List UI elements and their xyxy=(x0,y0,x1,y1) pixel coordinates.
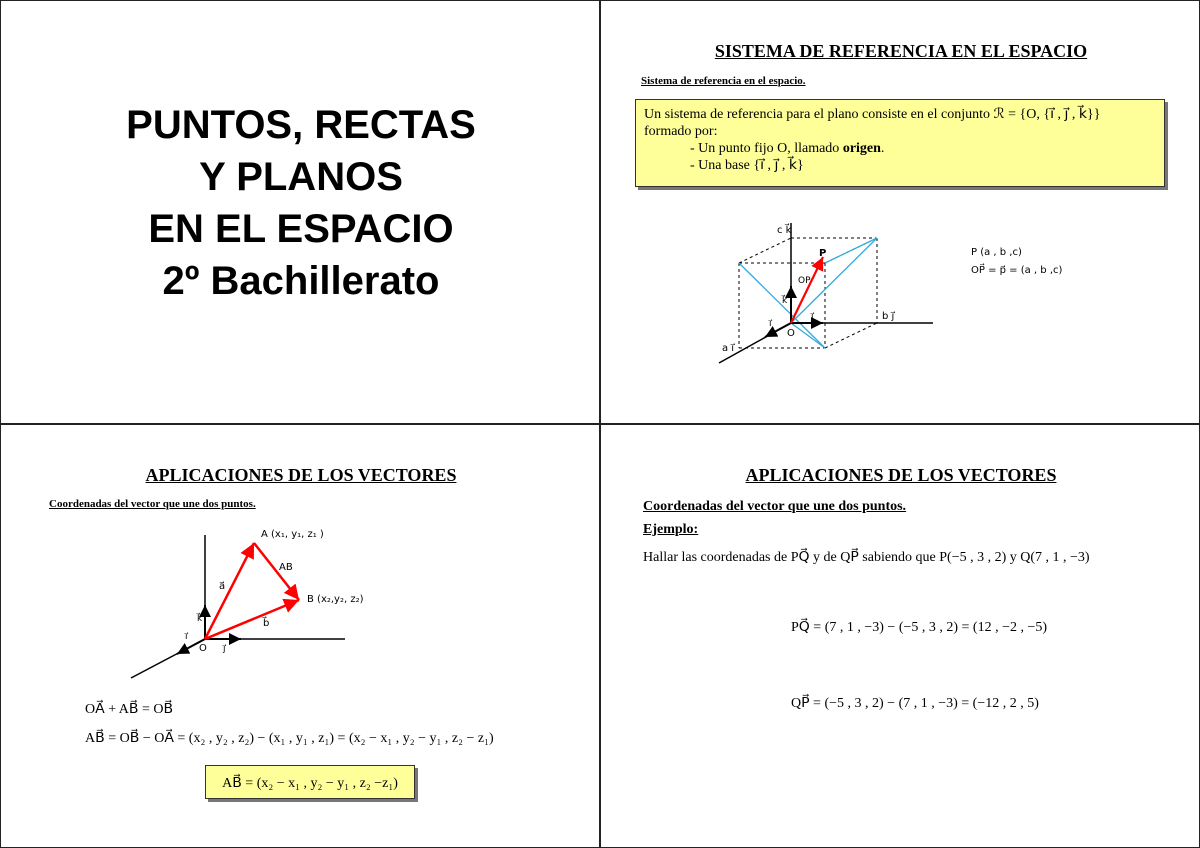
result-equation: AB⃗ = (x₂ − x₁ , y₂ − y₁ , z₂ −z₁) xyxy=(222,776,398,791)
main-title xyxy=(1,99,600,307)
slide-reference-system xyxy=(600,0,1200,424)
title-line-4: 2º Bachillerato xyxy=(162,259,440,303)
definition-line-1: Un sistema de referencia para el plano consiste en el conjunto ℛ = {O, {i⃗ , j⃗ , k⃗}} xyxy=(644,107,1101,122)
bullet-1-end: . xyxy=(880,141,885,156)
point-p-coords: P (a , b ,c) xyxy=(971,247,1022,258)
result-box xyxy=(205,765,415,799)
equation-sum: OA⃗ + AB⃗ = OB⃗ xyxy=(85,702,174,717)
diagonal-line xyxy=(825,238,877,263)
label-j: j⃗ xyxy=(223,644,226,654)
vector-a xyxy=(205,543,254,639)
label-k: k⃗ xyxy=(782,296,788,306)
label-point-p: P xyxy=(819,248,827,259)
example-statement: Hallar las coordenadas de PQ⃗ y de QP⃗ sabiendo que P(−5 , 3 , 2) y Q(7 , 1 , −3) xyxy=(643,550,1090,565)
title-line-3: EN EL ESPACIO xyxy=(148,207,454,251)
slide-heading: APLICACIONES DE LOS VECTORES xyxy=(745,465,1057,485)
definition-bullet-2: - Una base {i⃗ , j⃗ , k⃗} xyxy=(690,158,804,173)
slide-subheading: Coordenadas del vector que une dos puntos. xyxy=(643,499,907,514)
bullet-1-text: - Un punto fijo O, llamado xyxy=(690,141,843,156)
label-a: a⃗ xyxy=(219,581,226,592)
equation-difference: AB⃗ = OB⃗ − OA⃗ = (x₂ , y₂ , z₂) − (x₁ , y₁ , z₁) = (x₂ − x₁ , y₂ − y₁ , z₂ − z₁) xyxy=(85,731,494,746)
slide-heading: SISTEMA DE REFERENCIA EN EL ESPACIO xyxy=(714,41,1088,61)
bullet-1-bold: origen xyxy=(842,141,881,156)
title-line-2: Y PLANOS xyxy=(199,155,403,199)
label-b: b⃗ xyxy=(263,618,270,629)
op-vector xyxy=(791,257,823,323)
op-equals-p: OP⃗ = p⃗ = (a , b ,c) xyxy=(971,265,1063,276)
label-ab: AB xyxy=(279,562,293,573)
definition-line-2: formado por: xyxy=(644,124,718,139)
slide-subheading: Coordenadas del vector que une dos puntos. xyxy=(49,498,256,510)
slide-heading: APLICACIONES DE LOS VECTORES xyxy=(145,465,457,485)
slide-applications-2 xyxy=(600,424,1200,848)
title-line-1: PUNTOS, RECTAS xyxy=(126,103,476,147)
label-k: k⃗ xyxy=(197,614,203,624)
label-ck: c k⃗ xyxy=(777,225,792,236)
slide-title xyxy=(0,0,600,424)
label-bj: b j⃗ xyxy=(882,311,895,322)
label-i: i⃗ xyxy=(769,319,772,329)
label-origin: O xyxy=(199,643,207,654)
label-ai: a i⃗ xyxy=(722,343,735,354)
slide-subheading: Sistema de referencia en el espacio. xyxy=(641,75,806,87)
coordinate-cube-figure xyxy=(601,1,1200,424)
equation-qp: QP⃗ = (−5 , 3 , 2) − (7 , 1 , −3) = (−12 , 2 , 5) xyxy=(791,696,1039,711)
label-op: OP xyxy=(798,276,811,286)
cube-edge xyxy=(739,238,791,263)
diagonal-line xyxy=(791,323,825,348)
label-point-b: B (x₂,y₂, z₂) xyxy=(307,594,364,605)
label-point-a: A (x₁, y₁, z₁ ) xyxy=(261,529,324,540)
vector-b xyxy=(205,600,299,639)
label-i: i⃗ xyxy=(185,632,188,642)
slide-applications-1 xyxy=(0,424,600,848)
example-label: Ejemplo: xyxy=(643,522,699,537)
label-j: j⃗ xyxy=(811,312,814,322)
cube-edge xyxy=(825,323,877,348)
label-origin: O xyxy=(787,328,795,339)
equation-pq: PQ⃗ = (7 , 1 , −3) − (−5 , 3 , 2) = (12 , −2 , −5) xyxy=(791,620,1048,635)
